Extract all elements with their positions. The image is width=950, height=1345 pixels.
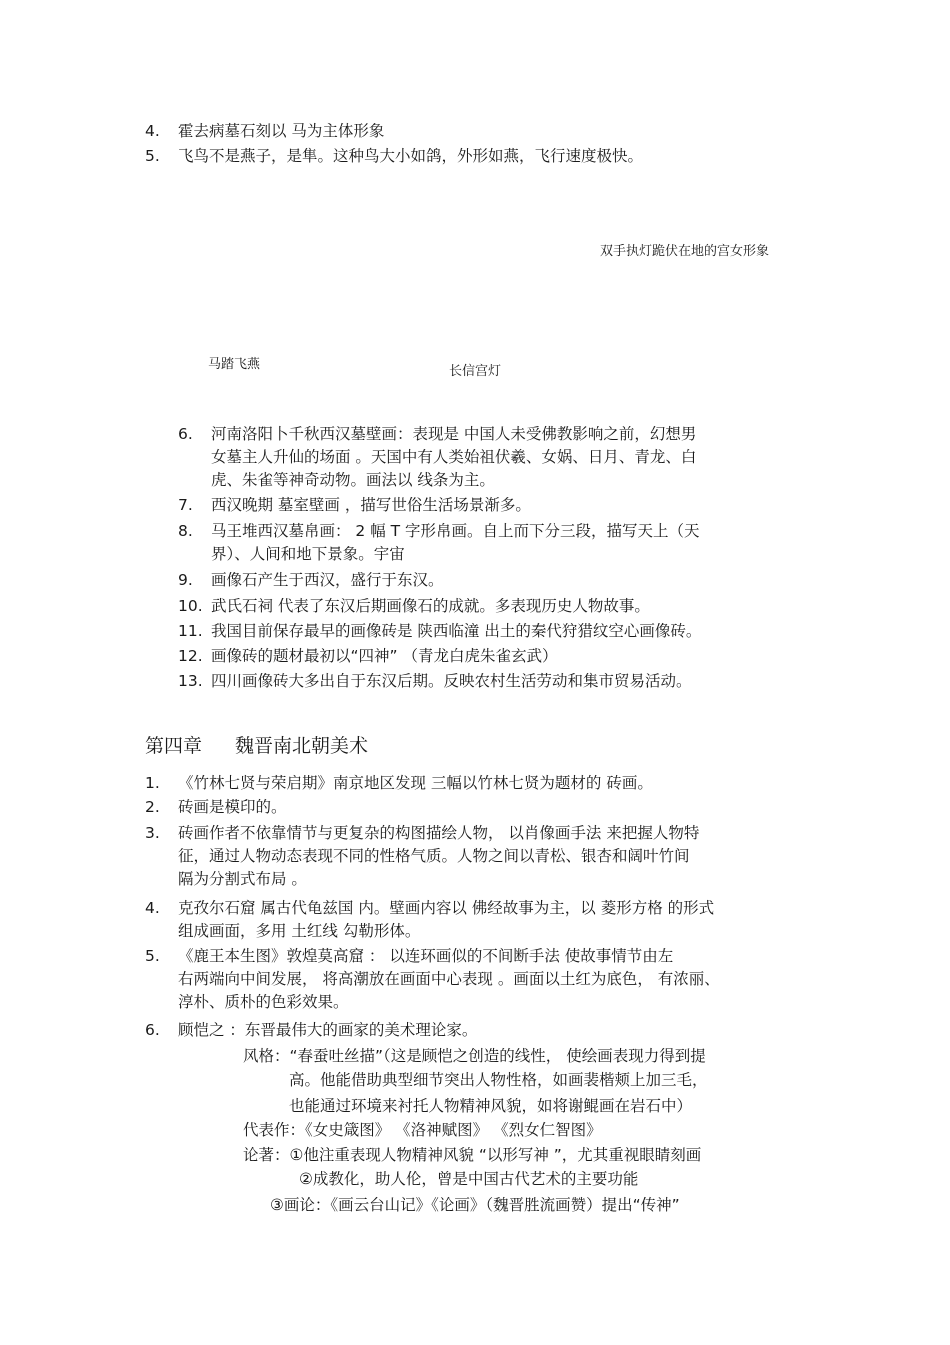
list-item-text: 我国目前保存最早的画像砖是 陕西临潼 出土的秦代狩猎纹空心画像砖。 [211,622,702,640]
list-item-text: 砖画是模印的。 [178,798,287,816]
list-item-text: 飞鸟不是燕子，是隼。这种鸟大小如鸽，外形如燕，飞行速度极快。 [178,147,644,165]
caption-lamp: 长信宫灯 [449,364,502,379]
gu-style-line: 高。他能借助典型细节突出人物性格，如画裴楷颊上加三毛， [289,1071,708,1089]
list-item-text: 右两端向中间发展， 将高潮放在画面中心表现 。画面以土红为底色， 有浓丽、 [178,970,720,988]
list-item-text: 马王堆西汉墓帛画： 2 幅 T 字形帛画。自上而下分三段，描写天上（天 [211,522,700,540]
list-number: 5. [145,947,160,965]
gu-theory-line: 论著：①他注重表现人物精神风貌 “以形写神 ”，尤其重视眼睛刻画 [243,1146,702,1164]
list-number: 6. [145,1021,160,1039]
list-item-text: 《竹林七贤与荣启期》南京地区发现 三幅以竹林七贤为题材的 砖画。 [178,774,653,792]
list-number: 8. [178,522,193,540]
list-number: 9. [178,571,193,589]
list-item-text: 武氏石祠 代表了东汉后期画像石的成就。多表现历史人物故事。 [211,597,650,615]
list-number: 4. [145,122,160,140]
chapter-title: 魏晋南北朝美术 [235,735,369,757]
list-item-text: 砖画作者不依靠情节与更复杂的构图描绘人物， 以肖像画手法 来把握人物特 [178,824,700,842]
gu-theory-line: ②成教化，助人伦，曾是中国古代艺术的主要功能 [299,1170,639,1188]
list-number: 11. [178,622,203,640]
gu-style-line: 风格：“春蚕吐丝描”（这是顾恺之创造的线性， 使绘画表现力得到提 [243,1047,706,1065]
list-item-text: 河南洛阳卜千秋西汉墓壁画：表现是 中国人未受佛教影响之前，幻想男 [211,425,697,443]
list-item-text: 女墓主人升仙的场面 。天国中有人类始祖伏羲、女娲、日月、青龙、白 [211,448,697,466]
list-item-text: 组成画面，多用 土红线 勾勒形体。 [178,922,421,940]
list-item-text: 隔为分割式布局 。 [178,870,307,888]
list-item-text: 画像石产生于西汉，盛行于东汉。 [211,571,444,589]
list-number: 12. [178,647,203,665]
caption-palace-lady: 双手执灯跪伏在地的宫女形象 [600,244,770,259]
list-item-text: 霍去病墓石刻以 马为主体形象 [178,122,385,140]
list-number: 10. [178,597,203,615]
gu-works: 代表作：《女史箴图》 《洛神赋图》 《烈女仁智图》 [243,1121,602,1139]
list-item-text: 淳朴、质朴的色彩效果。 [178,993,349,1011]
caption-horse: 马踏飞燕 [208,357,261,372]
chapter-label: 第四章 [145,735,203,757]
gu-style-line: 也能通过环境来衬托人物精神风貌，如将谢鲲画在岩石中） [289,1097,693,1115]
list-number: 6. [178,425,193,443]
list-item-text: 虎、朱雀等神奇动物。画法以 线条为主。 [211,471,495,489]
gu-theory-line: ③画论：《画云台山记》《论画》（魏晋胜流画赞）提出“传神” [270,1196,680,1214]
list-number: 1. [145,774,160,792]
list-number: 13. [178,672,203,690]
list-number: 4. [145,899,160,917]
list-item-text: 西汉晚期 墓室壁画 ，描写世俗生活场景渐多。 [211,496,531,514]
list-item-text: 界）、人间和地下景象。宇宙 [211,545,405,563]
list-number: 3. [145,824,160,842]
list-item-text: 克孜尔石窟 属古代龟兹国 内。壁画内容以 佛经故事为主，以 菱形方格 的形式 [178,899,715,917]
list-item-text: 《鹿王本生图》敦煌莫高窟 ： 以连环画似的不间断手法 使故事情节由左 [178,947,674,965]
list-item-text: 画像砖的题材最初以“四神” （青龙白虎朱雀玄武） [211,647,558,665]
list-item-text: 四川画像砖大多出自于东汉后期。反映农村生活劳动和集市贸易活动。 [211,672,692,690]
list-number: 7. [178,496,193,514]
list-item-text: 征，通过人物动态表现不同的性格气质。人物之间以青松、银杏和阔叶竹间 [178,847,690,865]
list-number: 2. [145,798,160,816]
list-item-text: 顾恺之 ：东晋最伟大的画家的美术理论家。 [178,1021,478,1039]
list-number: 5. [145,147,160,165]
